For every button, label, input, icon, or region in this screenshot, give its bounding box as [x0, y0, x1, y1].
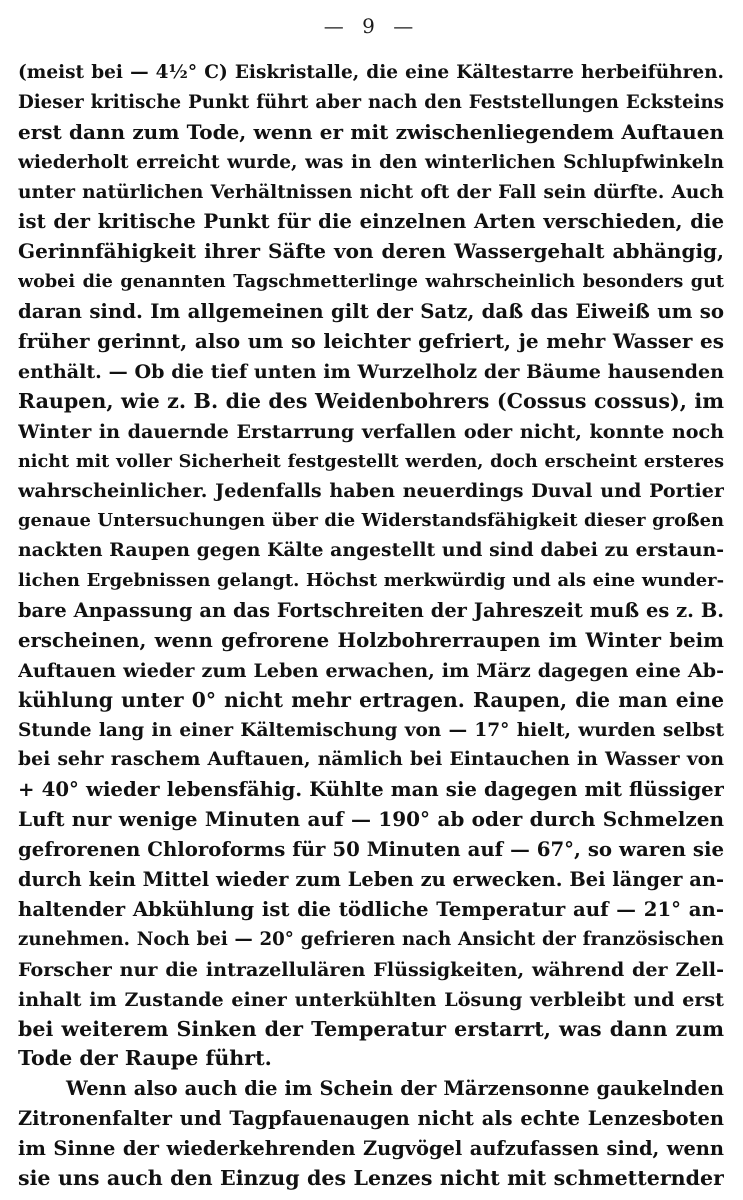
- text-line: ist der kritische Punkt für die einzelnen Arten verschieden, die: [18, 210, 724, 234]
- text-line: Winter in dauernde Erstarrung verfallen oder nicht, konnte noch: [18, 419, 724, 443]
- text-line: im Sinne der wiederkehrenden Zugvögel aufzufassen sind, wenn: [18, 1137, 724, 1161]
- text-line: Zitronenfalter und Tagpfauenaugen nicht als echte Lenzesboten: [18, 1107, 724, 1131]
- text-line: erscheinen, wenn gefrorene Holzbohrerraupen im Winter beim: [18, 628, 724, 652]
- text-line: wiederholt erreicht wurde, was in den winterlichen Schlupfwinkeln: [18, 151, 724, 173]
- text-line: Auftauen wieder zum Leben erwachen, im März dagegen eine Ab-: [18, 658, 724, 682]
- text-line: durch kein Mittel wieder zum Leben zu erwecken. Bei länger an-: [18, 868, 724, 892]
- text-line: daran sind. Im allgemeinen gilt der Satz, daß das Eiweiß um so: [18, 300, 724, 324]
- text-line: gefrorenen Chloroforms für 50 Minuten auf — 67°, so waren sie: [18, 838, 724, 862]
- text-line: Forscher nur die intrazellulären Flüssigkeiten, während der Zell-: [18, 957, 724, 981]
- text-line: Stunde lang in einer Kältemischung von — 17° hielt, wurden selbst: [18, 719, 724, 741]
- text-line: inhalt im Zustande einer unterkühlten Lösung verbleibt und erst: [18, 987, 724, 1011]
- text-line: bei sehr raschem Auftauen, nämlich bei Eintauchen in Wasser von: [18, 748, 724, 771]
- paragraph-1: [18, 58, 724, 1074]
- text-line: + 40° wieder lebensfähig. Kühlte man sie dagegen mit flüssiger: [18, 778, 724, 802]
- text-line: zunehmen. Noch bei — 20° gefrieren nach Ansicht der französischen: [18, 928, 724, 950]
- text-line: wahrscheinlicher. Jedenfalls haben neuerdings Duval und Portier: [18, 479, 724, 503]
- text-line: Gerinnfähigkeit ihrer Säfte von deren Wassergehalt abhängig,: [18, 239, 724, 264]
- text-line: bare Anpassung an das Fortschreiten der Jahreszeit muß es z. B.: [18, 599, 724, 623]
- text-line: Luft nur wenige Minuten auf — 190° ab oder durch Schmelzen: [18, 807, 724, 832]
- text-line: kühlung unter 0° nicht mehr ertragen. Raupen, die man eine: [18, 687, 724, 712]
- text-line: haltender Abkühlung ist die tödliche Temperatur auf — 21° an-: [18, 897, 724, 921]
- text-line: sie uns auch den Einzug des Lenzes nicht mit schmetternder: [18, 1165, 724, 1190]
- text-line: enthält. — Ob die tief unten im Wurzelholz der Bäume hausenden: [18, 359, 724, 383]
- text-line: bei weiterem Sinken der Temperatur erstarrt, was dann zum: [18, 1016, 724, 1041]
- text-line: wobei die genannten Tagschmetterlinge wahrscheinlich besonders gut: [18, 271, 724, 293]
- text-line: genaue Untersuchungen über die Widerstandsfähigkeit dieser großen: [18, 510, 724, 532]
- text-line: früher gerinnt, also um so leichter gefriert, je mehr Wasser es: [18, 329, 724, 354]
- text-line: unter natürlichen Verhältnissen nicht oft der Fall sein dürfte. Auch: [18, 181, 724, 203]
- page-number: — 9 —: [323, 14, 420, 38]
- text-line: Dieser kritische Punkt führt aber nach den Feststellungen Ecksteins: [18, 91, 724, 113]
- text-line: Raupen, wie z. B. die des Weidenbohrers (Cossus cossus), im: [18, 388, 724, 413]
- text-line: erst dann zum Tode, wenn er mit zwischenliegendem Auftauen: [18, 119, 724, 144]
- text-line: lichen Ergebnissen gelangt. Höchst merkwürdig und als eine wunder-: [18, 570, 724, 592]
- text-line: (meist bei — 4½° C) Eiskristalle, die eine Kältestarre herbeiführen.: [18, 62, 724, 83]
- text-line: Tode der Raupe führt.: [18, 1046, 272, 1071]
- text-line: nackten Raupen gegen Kälte angestellt und sind dabei zu erstaun-: [18, 539, 724, 562]
- text-line: Wenn also auch die im Schein der Märzensonne gaukelnden: [66, 1077, 724, 1101]
- text-line: nicht mit voller Sicherheit festgestellt werden, doch erscheint ersteres: [18, 450, 724, 472]
- body-text: [18, 58, 724, 1194]
- paragraph-2: [18, 1074, 724, 1194]
